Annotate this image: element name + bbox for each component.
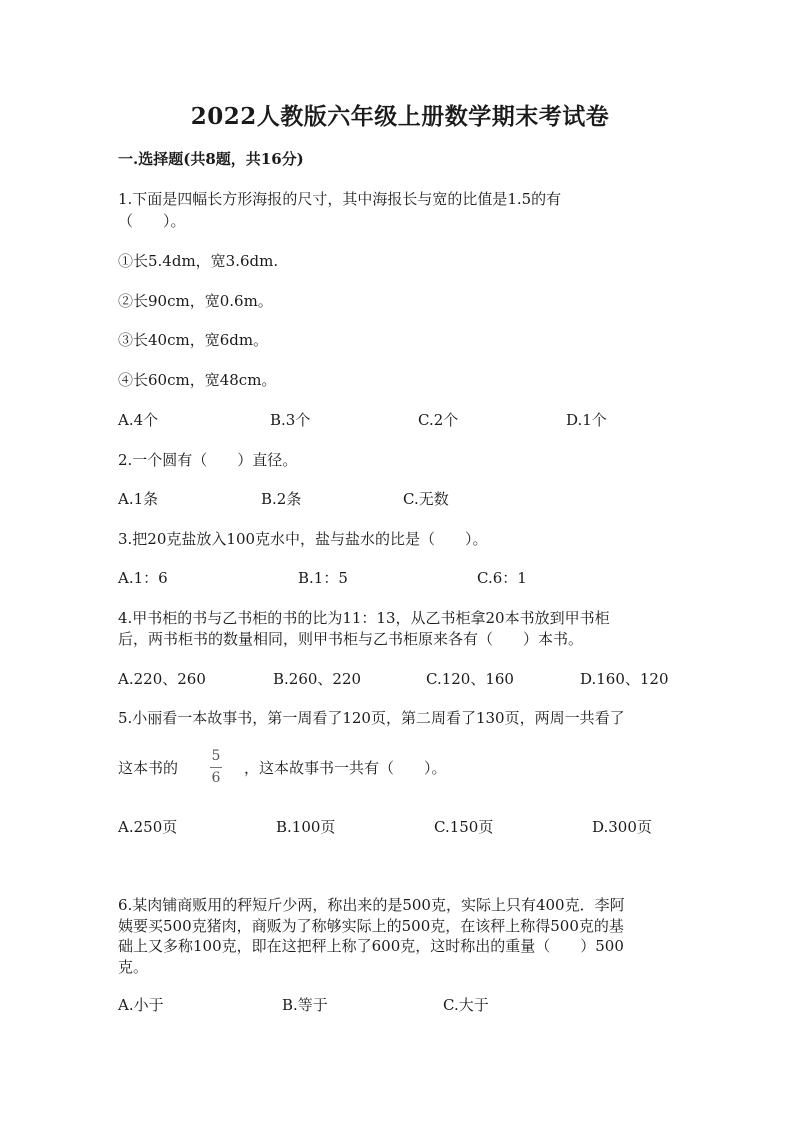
question-2-option-a: A.1条: [118, 490, 159, 508]
question-1-option-c: C.2个: [418, 411, 459, 429]
question-3-option-c: C.6：1: [477, 569, 527, 587]
question-1-item-1: ①长5.4dm，宽3.6dm.: [118, 252, 279, 270]
question-1-item-2: ②长90cm，宽0.6m。: [118, 292, 273, 310]
question-2-option-c: C.无数: [403, 490, 449, 508]
section-heading: 一.选择题(共8题，共16分): [118, 150, 304, 168]
question-1-blank: （ ）。: [118, 212, 186, 230]
question-2-option-b: B.2条: [261, 490, 302, 508]
question-5-stem-line-1: 5.小丽看一本故事书，第一周看了120页，第二周看了130页，两周一共看了: [118, 709, 625, 727]
question-5-stem-pre: 这本书的: [118, 759, 179, 777]
question-1-item-3: ③长40cm，宽6dm。: [118, 331, 269, 349]
question-4-stem-line-2: 后，两书柜书的数量相同，则甲书柜与乙书柜原来各有（ ）本书。: [118, 630, 584, 648]
question-5-stem-post: ，这本故事书一共有（ ）。: [244, 759, 447, 777]
question-4-option-a: A.220、260: [118, 670, 206, 688]
question-5-option-d: D.300页: [592, 818, 652, 836]
question-1-option-a: A.4个: [118, 411, 159, 429]
question-6-stem-line-2: 姨要买500克猪肉，商贩为了称够实际上的500克，在该秤上称得500克的基: [118, 917, 624, 935]
question-1-item-4: ④长60cm，宽48cm。: [118, 371, 277, 389]
fraction-bar: [210, 767, 222, 768]
question-6-stem-line-3: 础上又多称100克，即在这把秤上称了600克，这时称出的重量（ ）500: [118, 937, 624, 955]
question-1-stem: 1.下面是四幅长方形海报的尺寸，其中海报长与宽的比值是1.5的有: [118, 190, 562, 208]
page-title: 2022人教版六年级上册数学期末考试卷: [190, 103, 610, 130]
question-1-option-b: B.3个: [270, 411, 311, 429]
question-4-option-c: C.120、160: [426, 670, 514, 688]
question-2-stem: 2.一个圆有（ ）直径。: [118, 451, 298, 469]
question-4-option-b: B.260、220: [273, 670, 362, 688]
question-3-option-a: A.1：6: [118, 569, 168, 587]
question-6-option-b: B.等于: [282, 996, 328, 1014]
fraction-denominator: 6: [211, 770, 221, 786]
question-6-option-c: C.大于: [443, 996, 489, 1014]
question-1-option-d: D.1个: [566, 411, 607, 429]
question-3-option-b: B.1：5: [298, 569, 348, 587]
question-4-stem-line-1: 4.甲书柜的书与乙书柜的书的比为11：13，从乙书柜拿20本书放到甲书柜: [118, 609, 610, 627]
fraction-five-sixths: [206, 747, 226, 788]
question-3-stem: 3.把20克盐放入100克水中，盐与盐水的比是（ ）。: [118, 530, 488, 548]
question-5-option-c: C.150页: [434, 818, 494, 836]
question-6-option-a: A.小于: [118, 996, 164, 1014]
question-5-option-a: A.250页: [118, 818, 178, 836]
question-6-stem-line-4: 克。: [118, 958, 149, 976]
question-6-stem-line-1: 6.某肉铺商贩用的秤短斤少两，称出来的是500克，实际上只有400克．李阿: [118, 896, 625, 914]
fraction-numerator: 5: [211, 748, 221, 764]
question-5-option-b: B.100页: [276, 818, 336, 836]
question-4-option-d: D.160、120: [580, 670, 669, 688]
